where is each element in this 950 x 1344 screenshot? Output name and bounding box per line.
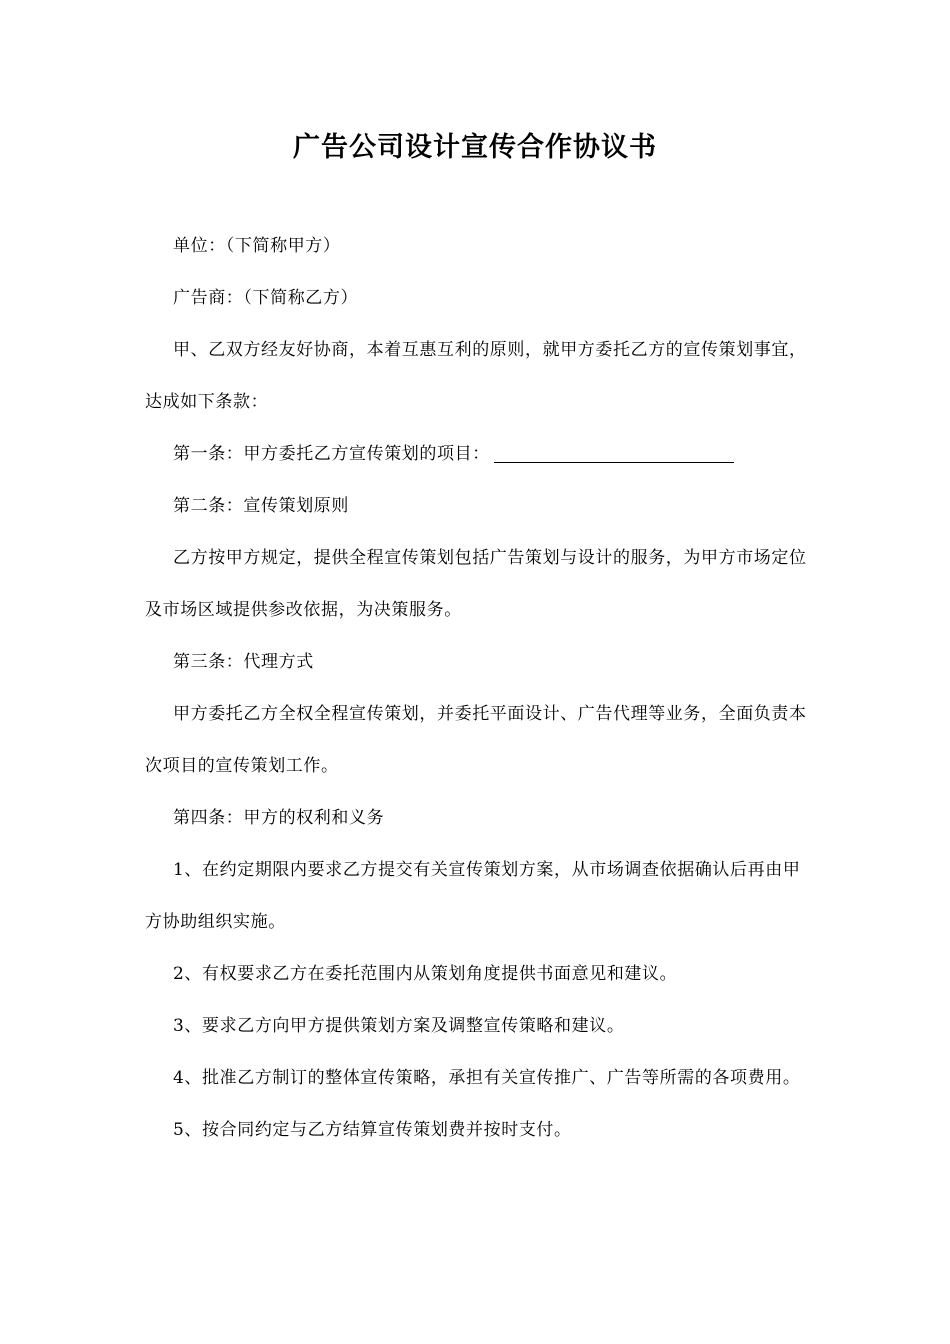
article-4-item-4: 4、批准乙方制订的整体宣传策略，承担有关宣传推广、广告等所需的各项费用。 — [173, 1068, 801, 1088]
document-title: 广告公司设计宣传合作协议书 — [293, 132, 657, 163]
party-a-line: 单位：（下简称甲方） — [173, 236, 341, 256]
article-2-paragraph: 乙方按甲方规定，提供全程宣传策划包括广告策划与设计的服务，为甲方市场定位及市场区域提供参改依据，为决策服务。 — [145, 548, 807, 620]
article-4-item-1: 1、在约定期限内要求乙方提交有关宣传策划方案，从市场调查依据确认后再由甲方协助组织实施。 — [145, 860, 801, 932]
party-b-line: 广告商：（下简称乙方） — [173, 288, 359, 308]
preamble-paragraph: 甲、乙双方经友好协商，本着互惠互利的原则，就甲方委托乙方的宣传策划事宜，达成如下条款： — [145, 340, 807, 412]
article-4-item-2: 2、有权要求乙方在委托范围内从策划角度提供书面意见和建议。 — [173, 964, 678, 984]
article-3-heading: 第三条：代理方式 — [173, 652, 314, 672]
article-3-paragraph: 甲方委托乙方全权全程宣传策划，并委托平面设计、广告代理等业务，全面负责本次项目的宣传策划工作。 — [145, 704, 807, 776]
article-4-heading: 第四条：甲方的权利和义务 — [173, 808, 385, 828]
article-2-heading: 第二条：宣传策划原则 — [173, 496, 349, 516]
article-4-item-5: 5、按合同约定与乙方结算宣传策划费并按时支付。 — [173, 1120, 572, 1140]
project-blank-line — [494, 461, 734, 463]
document-body — [145, 220, 810, 1156]
article-1-text: 第一条：甲方委托乙方宣传策划的项目： — [173, 444, 490, 464]
article-4-item-3: 3、要求乙方向甲方提供策划方案及调整宣传策略和建议。 — [173, 1016, 625, 1036]
article-1-line — [145, 428, 810, 480]
